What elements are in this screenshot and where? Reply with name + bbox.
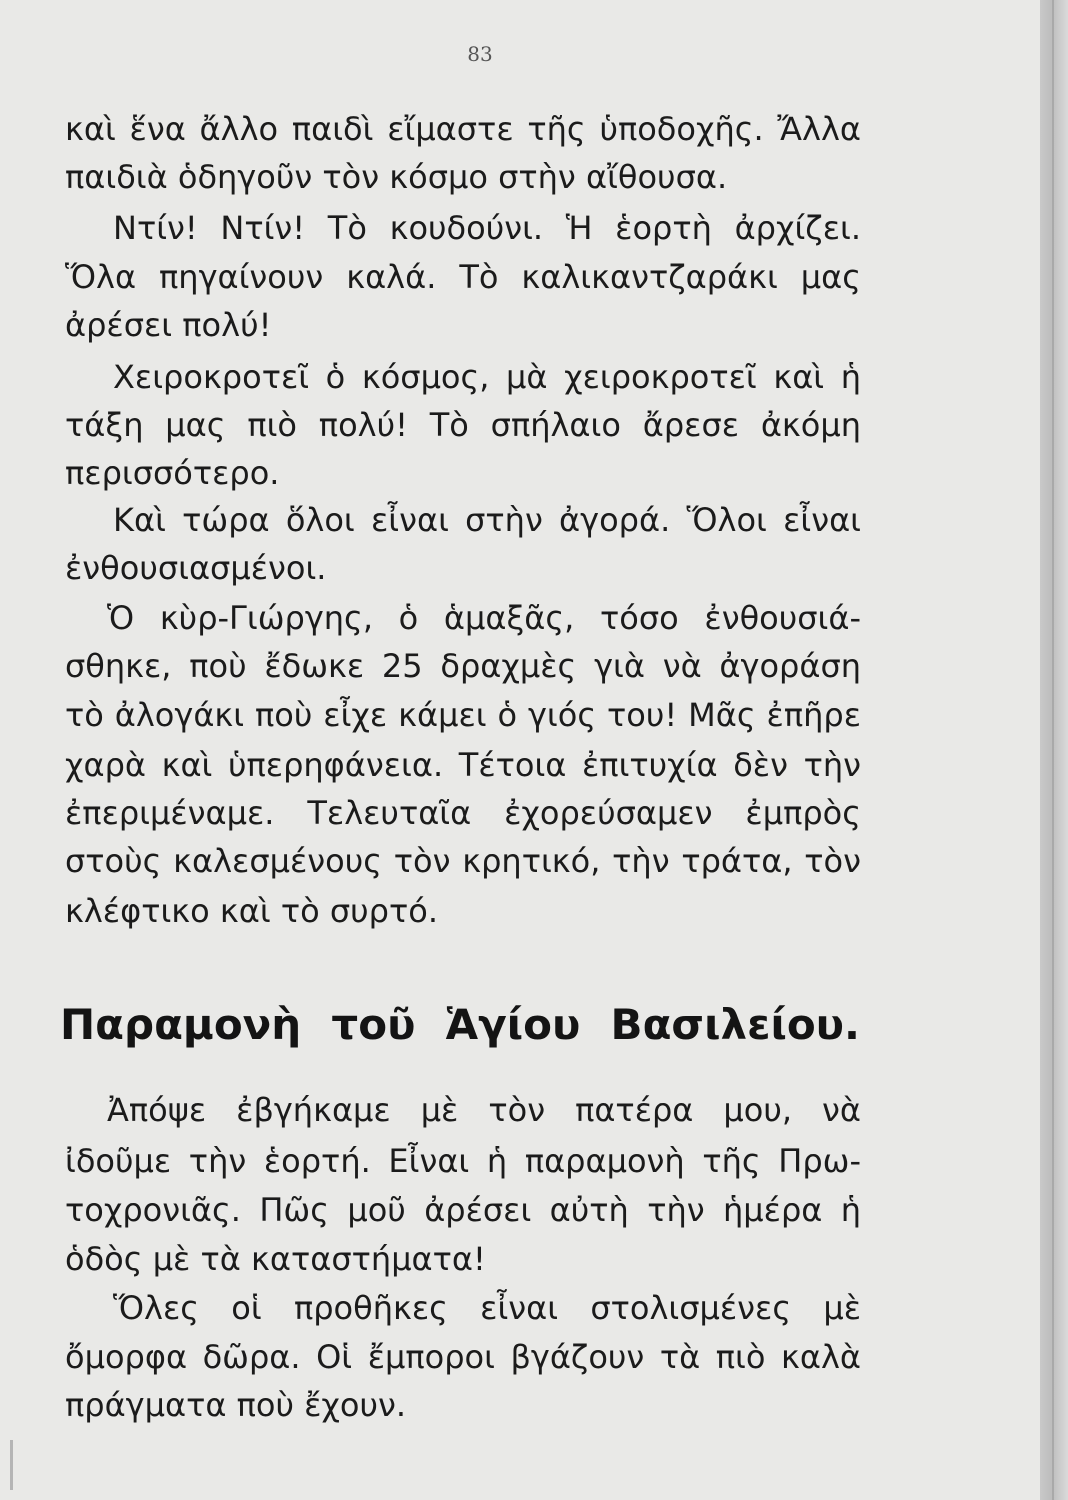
text-line: ἰδοῦμε τὴν ἑορτή. Εἶναι ἡ παραμονὴ τῆς Πρω-	[65, 1142, 861, 1180]
text-line: κλέφτικο καὶ τὸ συρτό.	[65, 892, 438, 930]
text-line: καὶ ἕνα ἄλλο παιδὶ εἴμαστε τῆς ὑποδοχῆς. Ἄλλα	[65, 110, 861, 148]
text-line: ἐνθουσιασμένοι.	[65, 549, 327, 587]
text-line: πράγματα ποὺ ἔχουν.	[65, 1386, 407, 1424]
page-number: 83	[467, 42, 493, 66]
text-line: περισσότερο.	[65, 454, 280, 492]
text-line: χαρὰ καὶ ὑπερηφάνεια. Τέτοια ἐπιτυχία δὲν τὴν	[65, 746, 861, 784]
text-line: παιδιὰ ὁδηγοῦν τὸν κόσμο στὴν αἴθουσα.	[65, 158, 728, 196]
text-line: Ὁ κὺρ-Γιώργης, ὁ ἁμαξᾶς, τόσο ἐνθουσιά-	[107, 599, 861, 637]
text-line: ὄμορφα δῶρα. Οἱ ἔμποροι βγάζουν τὰ πιὸ καλὰ	[65, 1338, 861, 1376]
text-line: Ντίν! Ντίν! Τὸ κουδούνι. Ἡ ἑορτὴ ἀρχίζει.	[113, 209, 861, 247]
binding-mark	[10, 1440, 13, 1490]
text-line: Χειροκροτεῖ ὁ κόσμος, μὰ χειροκροτεῖ καὶ ἡ	[113, 358, 861, 396]
text-line: ἐπεριμέναμε. Τελευταῖα ἐχορεύσαμεν ἐμπρὸς	[65, 794, 861, 832]
section-heading: Παραμονὴ τοῦ Ἁγίου Βασιλείου.	[60, 1000, 860, 1049]
text-line: σθηκε, ποὺ ἔδωκε 25 δραχμὲς γιὰ νὰ ἀγοράση	[65, 647, 861, 685]
text-line: Ὅλες οἱ προθῆκες εἶναι στολισμένες μὲ	[113, 1289, 861, 1327]
page-edge-line	[1052, 0, 1054, 1500]
text-line: Ὅλα πηγαίνουν καλά. Τὸ καλικαντζαράκι μας	[65, 258, 861, 296]
text-line: τὸ ἀλογάκι ποὺ εἶχε κάμει ὁ γιός του! Μᾶς ἐπῆρε	[65, 696, 861, 734]
text-line: ἀρέσει πολύ!	[65, 306, 272, 344]
text-line: τάξη μας πιὸ πολύ! Τὸ σπήλαιο ἄρεσε ἀκόμη	[65, 406, 861, 444]
text-line: Ἀπόψε ἐβγήκαμε μὲ τὸν πατέρα μου, νὰ	[107, 1091, 861, 1129]
text-line: στοὺς καλεσμένους τὸν κρητικό, τὴν τράτα, τὸν	[65, 842, 861, 880]
text-line: τοχρονιᾶς. Πῶς μοῦ ἀρέσει αὐτὴ τὴν ἡμέρα ἡ	[65, 1191, 861, 1229]
text-line: ὁδὸς μὲ τὰ καταστήματα!	[65, 1240, 486, 1278]
text-line: Καὶ τώρα ὅλοι εἶναι στὴν ἀγορά. Ὅλοι εἶναι	[113, 501, 861, 539]
page-edge	[1040, 0, 1068, 1500]
